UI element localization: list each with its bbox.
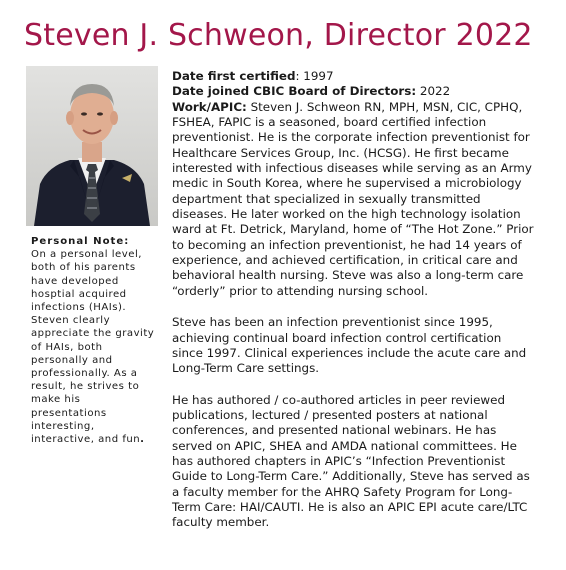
certified-label: Date first certified: [172, 69, 296, 83]
certified-line: [172, 69, 534, 84]
board-value: 2022: [416, 84, 451, 99]
personal-note-end-mark: .: [140, 434, 145, 446]
personal-note-heading: Personal Note:: [31, 236, 130, 247]
certified-value: : 1997: [295, 69, 334, 83]
work-paragraph: [172, 100, 534, 299]
personal-note: [31, 235, 156, 446]
portrait-photo: [26, 66, 158, 226]
page-title: Steven J. Schweon, Director 2022: [24, 18, 533, 53]
board-line: [172, 84, 534, 99]
work-text: Steven J. Schweon RN, MPH, MSN, CIC, CPHQ, FSHEA, FAPIC is a seasoned, board certified infection preventionist. He is the corporate infection preventionist for Healthcare Services Group, Inc. (HCSG). He first became interested with infectious diseases while serving as an Army medic in South Korea, where he supervised a microbiology department that specialized in sexually transmitted diseases. He later worked on the high technology isolation ward at Ft. Detrick, Maryland, home of “The Hot Zone.” Prior to becoming an infection preventionist, he had 14 years of experience, and achieved certification, in critical care and behavioral health nursing. Steve was also a long-term care “orderly” prior to attending nursing school.: [172, 99, 534, 298]
work-label: Work/APIC:: [172, 99, 247, 114]
paragraph-3: He has authored / co-authored articles in peer reviewed publications, lectured / presented posters at national conferences, and presented national webinars. He has served on APIC, SHEA and AMDA national committees. He has authored chapters in APIC’s “Infection Preventionist Guide to Long-Term Care.” Additionally, Steve has served as a faculty member for the AHRQ Safety Program for Long-Term Care: HAI/CAUTI. He is also an APIC EPI acute care/LTC faculty member.: [172, 392, 530, 530]
board-label: Date joined CBIC Board of Directors:: [172, 84, 417, 99]
biography: [172, 69, 534, 531]
personal-note-text: On a personal level, both of his parents have developed hosptial acquired infections (HAIs). Steven clearly appreciate the gravity of HAIs, both personally and professionally. As a result, he strives to make his presentations interesting, interactive, and fun: [31, 249, 155, 446]
paragraph-2: Steve has been an infection preventionist since 1995, achieving continual board infection control certification since 1997. Clinical experiences include the acute care and Long-Term Care settings.: [172, 315, 527, 376]
